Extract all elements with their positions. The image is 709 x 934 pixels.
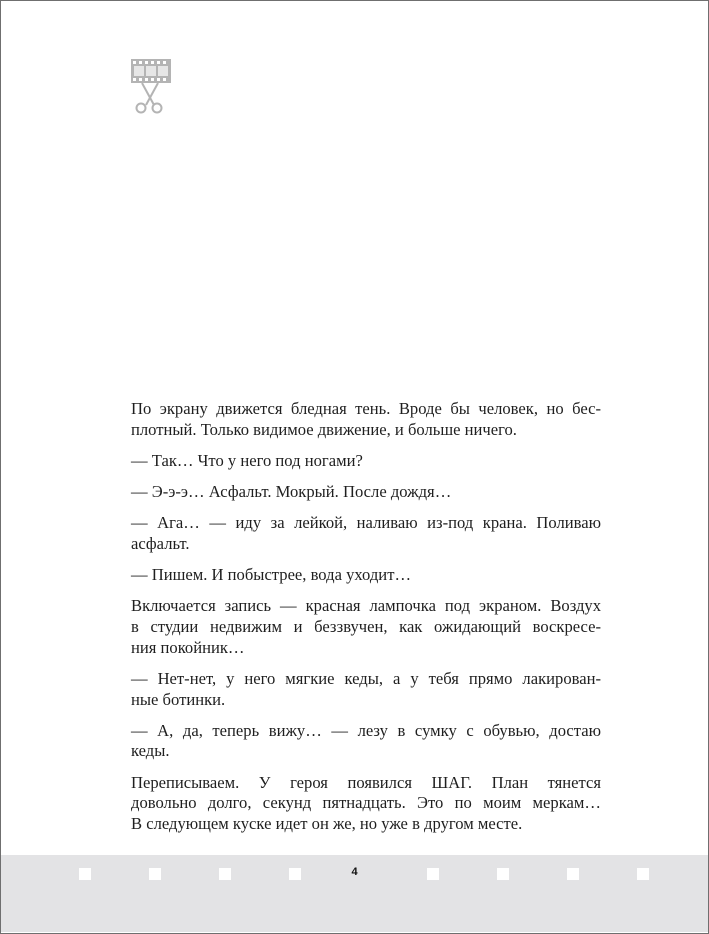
- text-line: В следующем куске идет он же, но уже в другом месте.: [131, 814, 523, 834]
- paragraph: [131, 669, 601, 711]
- text-line: — Нет-нет, у него мягкие кеды, а у тебя прямо лакирован-: [131, 668, 601, 688]
- paragraph: [131, 565, 601, 586]
- paragraph: [131, 399, 601, 441]
- text-line: По экрану движется бледная тень. Вроде бы человек, но бес-: [131, 399, 601, 418]
- text-line: асфальт.: [131, 533, 190, 553]
- paragraph: [131, 451, 601, 472]
- paragraph: [131, 773, 601, 835]
- text-line: — Так… Что у него под ногами?: [131, 450, 363, 470]
- text-line: — Пишем. И побыстрее, вода уходит…: [131, 564, 412, 584]
- text-line: Переписываем. У героя появился ШАГ. План тянется: [131, 772, 601, 792]
- film-scissors-icon: [128, 57, 174, 115]
- text-line: кеды.: [131, 741, 170, 761]
- text-line: ные ботинки.: [131, 689, 226, 709]
- paragraph: [131, 513, 601, 555]
- paragraph: [131, 482, 601, 503]
- paragraph: [131, 596, 601, 658]
- text-line: довольно долго, секунд пятнадцать. Это по моим меркам…: [131, 793, 601, 813]
- page-number: 4: [351, 866, 358, 878]
- text-line: — А, да, теперь вижу… — лезу в сумку с обувью, достаю: [131, 720, 601, 740]
- body-text: [131, 399, 601, 845]
- text-line: в студии недвижим и беззвучен, как ожидающий воскресе-: [131, 616, 601, 636]
- text-line: плотный. Только видимое движение, и больше ничего.: [131, 419, 517, 439]
- paragraph: [131, 721, 601, 763]
- text-line: ния покойник…: [131, 637, 245, 657]
- page-footer: [1, 855, 708, 932]
- text-line: Включается запись — красная лампочка под экраном. Воздух: [131, 596, 601, 616]
- text-line: — Ага… — иду за лейкой, наливаю из-под крана. Поливаю: [131, 513, 601, 533]
- text-line: — Э-э-э… Асфальт. Мокрый. После дождя…: [131, 481, 452, 501]
